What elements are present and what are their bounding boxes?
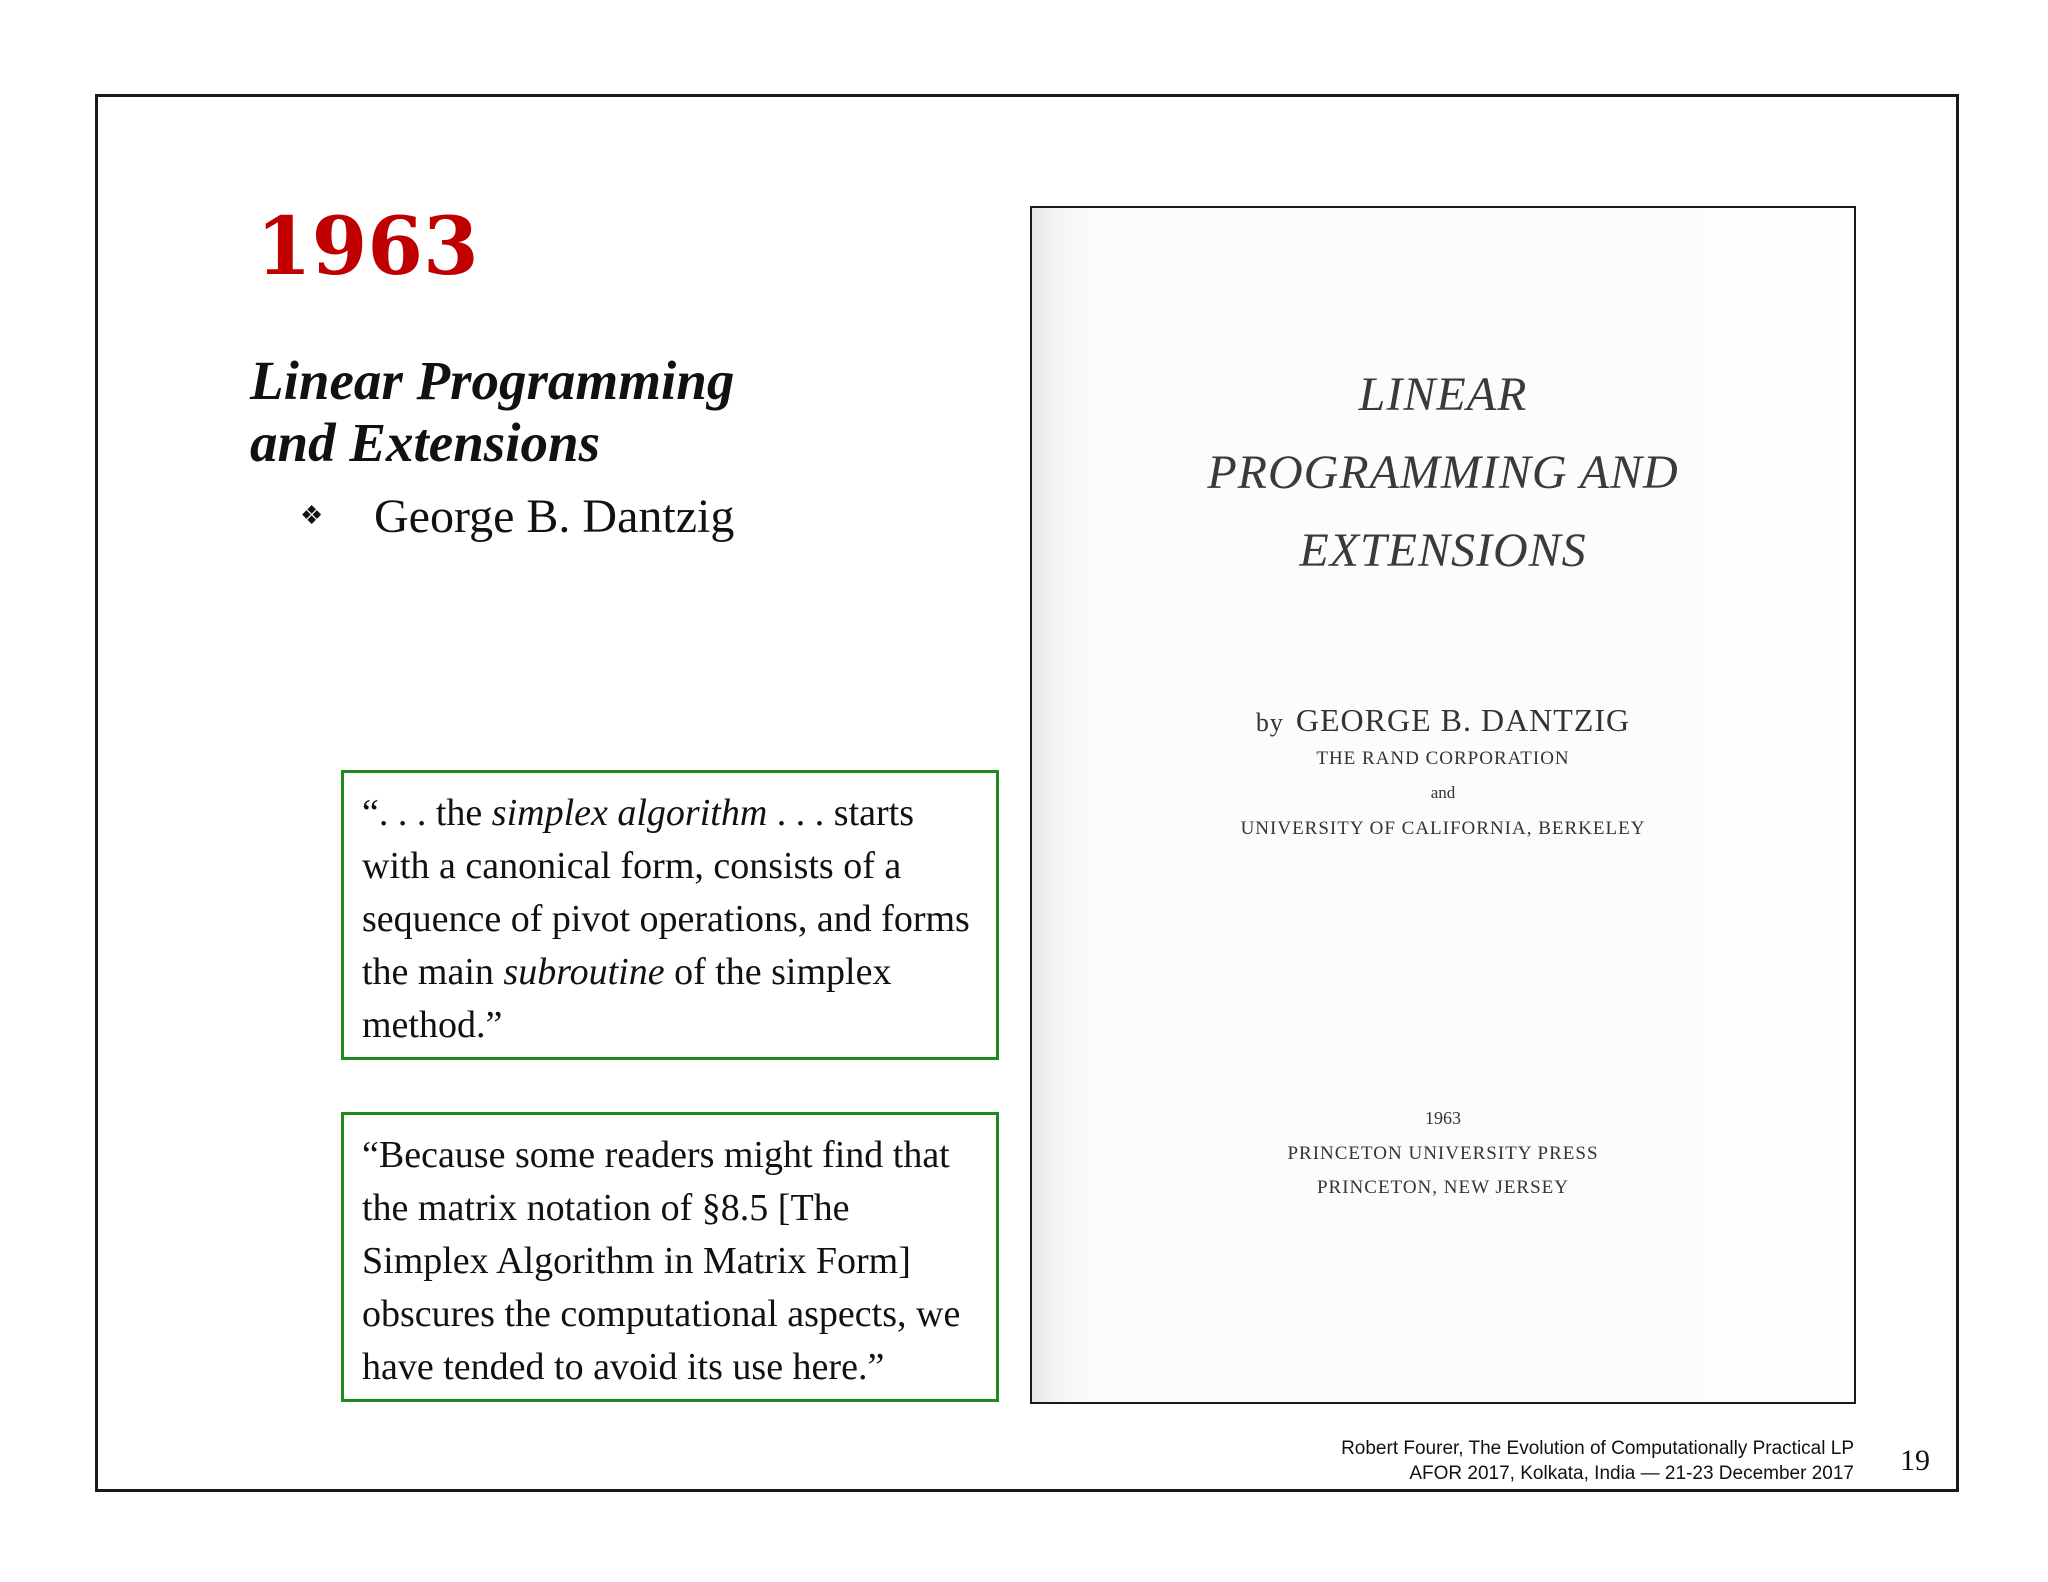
- scan-affiliation-berkeley: UNIVERSITY OF CALIFORNIA, BERKELEY: [1240, 818, 1646, 839]
- footer-credits: [1341, 1436, 1854, 1486]
- scan-publisher: PRINCETON UNIVERSITY PRESS: [1287, 1143, 1599, 1164]
- author-name: George B. Dantzig: [374, 490, 735, 543]
- page-number: 19: [1900, 1444, 1930, 1477]
- footer-line-2: AFOR 2017, Kolkata, India — 21-23 December 2017: [1409, 1463, 1854, 1484]
- scan-title-line-1: LINEAR: [1358, 368, 1528, 421]
- book-title-line-2: and Extensions: [250, 412, 600, 473]
- author-row: [300, 488, 734, 545]
- quote1-part1: “. . . the: [362, 792, 492, 834]
- four-diamond-bullet-icon: ❖: [300, 501, 324, 530]
- scan-author-line: [1032, 702, 1854, 739]
- scan-and-word: and: [1430, 783, 1456, 802]
- footer-line-1: Robert Fourer, The Evolution of Computationally Practical LP: [1341, 1438, 1854, 1459]
- scan-year: 1963: [1425, 1108, 1461, 1128]
- scan-city: PRINCETON, NEW JERSEY: [1316, 1177, 1569, 1198]
- quote1-emphasis-simplex-algorithm: simplex algorithm: [491, 792, 768, 834]
- book-title-line-1: Linear Programming: [250, 350, 735, 411]
- quote1-part2: . . . starts with a canonical form, consists of a sequence of pivot operations, and forms the main: [362, 792, 970, 993]
- book-title: [250, 350, 734, 474]
- quote2-text: “Because some readers might find that the matrix notation of §8.5 [The Simplex Algorithm in Matrix Form] obscures the computational aspects, we have tended to avoid its use here.”: [362, 1134, 961, 1388]
- scan-author: GEORGE B. DANTZIG: [1295, 702, 1631, 738]
- quote-box-matrix-notation: [341, 1112, 999, 1402]
- scan-affiliation-rand: THE RAND CORPORATION: [1316, 748, 1570, 769]
- quote1-emphasis-subroutine: subroutine: [503, 951, 665, 993]
- scan-title-line-2: PROGRAMMING AND: [1207, 446, 1679, 499]
- quote1-part3: of the simplex method.”: [362, 951, 892, 1046]
- book-title-page-scan: [1030, 206, 1856, 1404]
- scan-title: [1032, 356, 1854, 590]
- scan-by-word: by: [1255, 708, 1284, 737]
- scan-title-line-3: EXTENSIONS: [1299, 524, 1587, 577]
- slide-year: 1963: [256, 199, 479, 293]
- quote-box-simplex-algorithm: [341, 770, 999, 1060]
